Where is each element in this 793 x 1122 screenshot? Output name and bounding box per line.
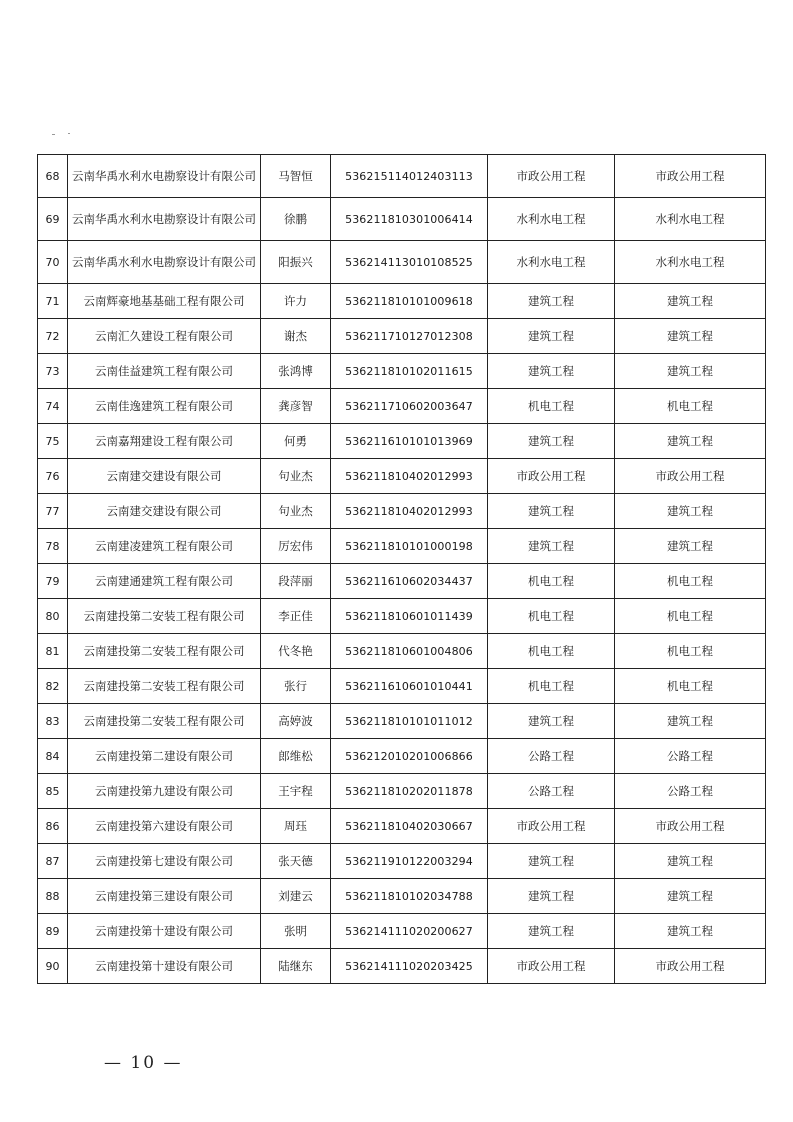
company-name: 云南建投第十建设有限公司 bbox=[68, 949, 261, 984]
certificate-number: 536211910122003294 bbox=[331, 844, 488, 879]
registered-major: 建筑工程 bbox=[488, 354, 615, 389]
qualification-scope: 市政公用工程 bbox=[615, 809, 766, 844]
qualification-scope: 建筑工程 bbox=[615, 844, 766, 879]
company-name: 云南建投第九建设有限公司 bbox=[68, 774, 261, 809]
registered-major: 建筑工程 bbox=[488, 704, 615, 739]
table-row bbox=[38, 155, 766, 198]
table-row bbox=[38, 198, 766, 241]
person-name: 周珏 bbox=[261, 809, 331, 844]
row-number: 72 bbox=[38, 319, 68, 354]
certificate-number: 536211810102011615 bbox=[331, 354, 488, 389]
registered-major: 市政公用工程 bbox=[488, 949, 615, 984]
person-name: 代冬艳 bbox=[261, 634, 331, 669]
qualification-scope: 机电工程 bbox=[615, 564, 766, 599]
company-name: 云南建交建设有限公司 bbox=[68, 459, 261, 494]
person-name: 张鸿博 bbox=[261, 354, 331, 389]
certificate-number: 536211810101009618 bbox=[331, 284, 488, 319]
person-name: 李正佳 bbox=[261, 599, 331, 634]
company-name: 云南建凌建筑工程有限公司 bbox=[68, 529, 261, 564]
company-name: 云南华禹水利水电勘察设计有限公司 bbox=[68, 198, 261, 241]
registered-major: 建筑工程 bbox=[488, 319, 615, 354]
table-row bbox=[38, 529, 766, 564]
certificate-number: 536211810101011012 bbox=[331, 704, 488, 739]
row-number: 73 bbox=[38, 354, 68, 389]
qualification-scope: 市政公用工程 bbox=[615, 459, 766, 494]
person-name: 陆继东 bbox=[261, 949, 331, 984]
certificate-number: 536211610602034437 bbox=[331, 564, 488, 599]
row-number: 69 bbox=[38, 198, 68, 241]
row-number: 85 bbox=[38, 774, 68, 809]
table-row bbox=[38, 599, 766, 634]
table-row bbox=[38, 914, 766, 949]
company-name: 云南建交建设有限公司 bbox=[68, 494, 261, 529]
table-row bbox=[38, 354, 766, 389]
qualification-table bbox=[37, 154, 765, 984]
person-name: 句业杰 bbox=[261, 494, 331, 529]
qualification-scope: 市政公用工程 bbox=[615, 155, 766, 198]
qualification-scope: 建筑工程 bbox=[615, 424, 766, 459]
qualification-scope: 机电工程 bbox=[615, 634, 766, 669]
scan-speck bbox=[52, 134, 55, 135]
table-row bbox=[38, 774, 766, 809]
qualification-scope: 水利水电工程 bbox=[615, 241, 766, 284]
scan-speck bbox=[68, 133, 70, 134]
certificate-number: 536212010201006866 bbox=[331, 739, 488, 774]
company-name: 云南建通建筑工程有限公司 bbox=[68, 564, 261, 599]
company-name: 云南建投第六建设有限公司 bbox=[68, 809, 261, 844]
certificate-number: 536211810402030667 bbox=[331, 809, 488, 844]
certificate-number: 536211710127012308 bbox=[331, 319, 488, 354]
qualification-scope: 公路工程 bbox=[615, 739, 766, 774]
row-number: 80 bbox=[38, 599, 68, 634]
certificate-number: 536211810102034788 bbox=[331, 879, 488, 914]
certificate-number: 536211810101000198 bbox=[331, 529, 488, 564]
company-name: 云南建投第十建设有限公司 bbox=[68, 914, 261, 949]
qualification-scope: 建筑工程 bbox=[615, 319, 766, 354]
person-name: 句业杰 bbox=[261, 459, 331, 494]
registered-major: 市政公用工程 bbox=[488, 459, 615, 494]
person-name: 郎维松 bbox=[261, 739, 331, 774]
qualification-scope: 建筑工程 bbox=[615, 914, 766, 949]
row-number: 84 bbox=[38, 739, 68, 774]
registered-major: 建筑工程 bbox=[488, 529, 615, 564]
registered-major: 市政公用工程 bbox=[488, 155, 615, 198]
registered-major: 建筑工程 bbox=[488, 914, 615, 949]
row-number: 83 bbox=[38, 704, 68, 739]
table-row bbox=[38, 739, 766, 774]
row-number: 86 bbox=[38, 809, 68, 844]
certificate-number: 536211810601011439 bbox=[331, 599, 488, 634]
table-row bbox=[38, 389, 766, 424]
registered-major: 建筑工程 bbox=[488, 879, 615, 914]
company-name: 云南汇久建设工程有限公司 bbox=[68, 319, 261, 354]
certificate-number: 536211810202011878 bbox=[331, 774, 488, 809]
table-row bbox=[38, 844, 766, 879]
company-name: 云南华禹水利水电勘察设计有限公司 bbox=[68, 155, 261, 198]
company-name: 云南佳益建筑工程有限公司 bbox=[68, 354, 261, 389]
row-number: 87 bbox=[38, 844, 68, 879]
registered-major: 水利水电工程 bbox=[488, 241, 615, 284]
qualification-table-grid bbox=[37, 154, 766, 984]
registered-major: 建筑工程 bbox=[488, 494, 615, 529]
company-name: 云南建投第三建设有限公司 bbox=[68, 879, 261, 914]
row-number: 77 bbox=[38, 494, 68, 529]
person-name: 徐鹏 bbox=[261, 198, 331, 241]
qualification-scope: 建筑工程 bbox=[615, 529, 766, 564]
person-name: 高婷波 bbox=[261, 704, 331, 739]
company-name: 云南建投第二安装工程有限公司 bbox=[68, 704, 261, 739]
registered-major: 公路工程 bbox=[488, 774, 615, 809]
table-row bbox=[38, 241, 766, 284]
page-number: — 10 — bbox=[104, 1053, 183, 1073]
registered-major: 水利水电工程 bbox=[488, 198, 615, 241]
person-name: 张天德 bbox=[261, 844, 331, 879]
registered-major: 机电工程 bbox=[488, 669, 615, 704]
qualification-scope: 建筑工程 bbox=[615, 284, 766, 319]
person-name: 王宇程 bbox=[261, 774, 331, 809]
row-number: 79 bbox=[38, 564, 68, 599]
registered-major: 市政公用工程 bbox=[488, 809, 615, 844]
registered-major: 公路工程 bbox=[488, 739, 615, 774]
person-name: 张明 bbox=[261, 914, 331, 949]
qualification-scope: 建筑工程 bbox=[615, 879, 766, 914]
company-name: 云南华禹水利水电勘察设计有限公司 bbox=[68, 241, 261, 284]
company-name: 云南建投第二建设有限公司 bbox=[68, 739, 261, 774]
person-name: 谢杰 bbox=[261, 319, 331, 354]
company-name: 云南建投第二安装工程有限公司 bbox=[68, 669, 261, 704]
qualification-scope: 公路工程 bbox=[615, 774, 766, 809]
registered-major: 机电工程 bbox=[488, 564, 615, 599]
row-number: 70 bbox=[38, 241, 68, 284]
row-number: 68 bbox=[38, 155, 68, 198]
qualification-scope: 机电工程 bbox=[615, 599, 766, 634]
registered-major: 建筑工程 bbox=[488, 424, 615, 459]
registered-major: 机电工程 bbox=[488, 634, 615, 669]
qualification-scope: 建筑工程 bbox=[615, 494, 766, 529]
table-row bbox=[38, 284, 766, 319]
row-number: 76 bbox=[38, 459, 68, 494]
table-row bbox=[38, 949, 766, 984]
qualification-scope: 机电工程 bbox=[615, 389, 766, 424]
certificate-number: 536211810402012993 bbox=[331, 459, 488, 494]
row-number: 81 bbox=[38, 634, 68, 669]
row-number: 82 bbox=[38, 669, 68, 704]
table-row bbox=[38, 809, 766, 844]
certificate-number: 536211810402012993 bbox=[331, 494, 488, 529]
table-row bbox=[38, 704, 766, 739]
company-name: 云南嘉翔建设工程有限公司 bbox=[68, 424, 261, 459]
row-number: 89 bbox=[38, 914, 68, 949]
certificate-number: 536211610101013969 bbox=[331, 424, 488, 459]
person-name: 何勇 bbox=[261, 424, 331, 459]
registered-major: 建筑工程 bbox=[488, 844, 615, 879]
table-row bbox=[38, 879, 766, 914]
certificate-number: 536215114012403113 bbox=[331, 155, 488, 198]
table-row bbox=[38, 634, 766, 669]
row-number: 90 bbox=[38, 949, 68, 984]
table-row bbox=[38, 319, 766, 354]
row-number: 88 bbox=[38, 879, 68, 914]
registered-major: 机电工程 bbox=[488, 389, 615, 424]
table-row bbox=[38, 564, 766, 599]
qualification-scope: 建筑工程 bbox=[615, 354, 766, 389]
company-name: 云南辉豪地基基础工程有限公司 bbox=[68, 284, 261, 319]
company-name: 云南建投第二安装工程有限公司 bbox=[68, 634, 261, 669]
certificate-number: 536214111020203425 bbox=[331, 949, 488, 984]
company-name: 云南佳逸建筑工程有限公司 bbox=[68, 389, 261, 424]
person-name: 马智恒 bbox=[261, 155, 331, 198]
person-name: 张行 bbox=[261, 669, 331, 704]
person-name: 许力 bbox=[261, 284, 331, 319]
row-number: 78 bbox=[38, 529, 68, 564]
qualification-scope: 市政公用工程 bbox=[615, 949, 766, 984]
certificate-number: 536211610601010441 bbox=[331, 669, 488, 704]
company-name: 云南建投第二安装工程有限公司 bbox=[68, 599, 261, 634]
person-name: 刘建云 bbox=[261, 879, 331, 914]
company-name: 云南建投第七建设有限公司 bbox=[68, 844, 261, 879]
row-number: 74 bbox=[38, 389, 68, 424]
row-number: 71 bbox=[38, 284, 68, 319]
certificate-number: 536214111020200627 bbox=[331, 914, 488, 949]
qualification-scope: 机电工程 bbox=[615, 669, 766, 704]
person-name: 阳振兴 bbox=[261, 241, 331, 284]
table-row bbox=[38, 669, 766, 704]
certificate-number: 536211810301006414 bbox=[331, 198, 488, 241]
table-body bbox=[38, 155, 766, 984]
certificate-number: 536214113010108525 bbox=[331, 241, 488, 284]
table-row bbox=[38, 424, 766, 459]
qualification-scope: 水利水电工程 bbox=[615, 198, 766, 241]
certificate-number: 536211810601004806 bbox=[331, 634, 488, 669]
qualification-scope: 建筑工程 bbox=[615, 704, 766, 739]
person-name: 龚彦智 bbox=[261, 389, 331, 424]
table-row bbox=[38, 459, 766, 494]
registered-major: 机电工程 bbox=[488, 599, 615, 634]
person-name: 厉宏伟 bbox=[261, 529, 331, 564]
row-number: 75 bbox=[38, 424, 68, 459]
certificate-number: 536211710602003647 bbox=[331, 389, 488, 424]
table-row bbox=[38, 494, 766, 529]
registered-major: 建筑工程 bbox=[488, 284, 615, 319]
person-name: 段萍丽 bbox=[261, 564, 331, 599]
